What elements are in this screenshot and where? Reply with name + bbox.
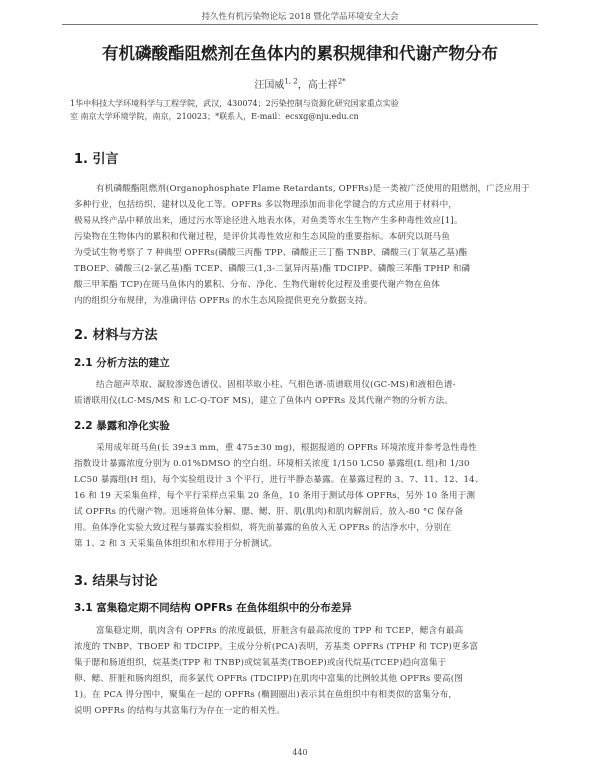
affiliation-line: 1华中科技大学环境科学与工程学院，武汉，430074；2污染控制与资源化研究国家重点实验 — [70, 99, 399, 108]
subsection-heading: 2.2 暴露和净化实验 — [74, 420, 170, 432]
subsection-heading: 3.1 富集稳定期不同结构 OPFRs 在鱼体组织中的分布差异 — [74, 602, 352, 614]
section-heading: 3. 结果与讨论 — [74, 574, 158, 589]
subsection-heading: 2.1 分析方法的建立 — [74, 357, 170, 369]
author-name: 高士祥 — [307, 80, 338, 91]
paragraph-line: 浓度的 TNBP、TBOEP 和 TDCIPP。主成分分析(PCA)表明，芳基类 OPFRs (TPHP 和 TCP)更多富 — [74, 642, 479, 652]
paragraph-line: 说明 OPFRs 的结构与其富集行为存在一定的相关性。 — [74, 706, 286, 716]
section-heading: 1. 引言 — [74, 152, 119, 167]
paragraph-line: 指数设计暴露浓度分别为 0.01%DMSO 的空白组、环境相关浓度 1/150 LC50 暴露组(L 组)和 1/30 — [74, 459, 470, 469]
paragraph-line: 多种行业，包括纺织、建材以及化工等。OPFRs 多以物理添加而非化学键合的方式应用于材料中， — [74, 200, 458, 210]
section-heading: 2. 材料与方法 — [74, 328, 158, 343]
paragraph-line: LC50 暴露组(H 组)，每个实验组设计 3 个平行，进行半静态暴露。在暴露过程的 3、7、11、12、14、 — [74, 475, 484, 485]
paragraph-line: 富集稳定期，肌肉含有 OPFRs 的浓度最低，肝脏含有最高浓度的 TPP 和 TCEP，鳃含有最高 — [96, 626, 464, 636]
paragraph-line: 为受试生物考察了 7 种典型 OPFRs(磷酸三丙酯 TPP、磷酸正三丁酯 TNBP、磷酸三(丁氧基乙基)酯 — [74, 248, 468, 258]
paper-title: 有机磷酸酯阻燃剂在鱼体内的累积规律和代谢产物分布 — [102, 44, 498, 63]
author-affiliation-mark: 2* — [337, 77, 346, 86]
paragraph-line: 有机磷酸酯阻燃剂(Organophosphate Flame Retardants, OPFRs)是一类被广泛使用的阻燃剂，广泛应用于 — [96, 184, 530, 194]
paragraph-line: 试 OPFRs 的代谢产物。迅速将鱼体分解、腮、鳃、肝、肌(肌肉)和肌肉解剖后，放入-80 °C 保存备 — [74, 507, 464, 517]
paragraph-line: 质谱联用仪(LC-MS/MS 和 LC-Q-TOF MS)，建立了鱼体内 OPFRs 及其代谢产物的分析方法。 — [74, 396, 454, 406]
paragraph-line: TBOEP、磷酸三(2-氯乙基)酯 TCEP、磷酸三(1,3-二氯异丙基)酯 TDCIPP、磷酸三苯酯 TPHP 和磷 — [74, 264, 471, 274]
paragraph-line: 用。鱼体净化实验大致过程与暴露实验相似，将先前暴露的鱼放入无 OPFRs 的洁净水中，分别在 — [74, 523, 452, 533]
author-affiliation-mark: 1, 2 — [284, 77, 298, 86]
paragraph-line: 采用成年斑马鱼(长 39±3 mm，重 475±30 mg)，根据报道的 OPFRs 环境浓度并参考急性毒性 — [96, 443, 477, 453]
paragraph-line: 污染物在生物体内的累积和代谢过程，是评价其毒性效应和生态风险的重要指标。本研究以斑马鱼 — [74, 232, 450, 242]
paragraph-line: 集于腮和肠道组织，烷基类(TPP 和 TNBP)或烷氧基类(TBOEP)或卤代烷基(TCEP)趋向富集于 — [74, 658, 447, 668]
paragraph-line: 内的组织分布规律，为准确评估 OPFRs 的水生态风险提供更充分数据支持。 — [74, 296, 373, 306]
paragraph-line: 极易从终产品中释放出来，通过污水等途径进入地表水体，对鱼类等水生生物产生多种毒性效应[1]。 — [74, 216, 463, 226]
author-separator: ， — [297, 80, 308, 91]
running-header: 持久性有机污染物论坛 2018 暨化学品环境安全大会 — [201, 12, 399, 22]
paragraph-line: 第 1、2 和 3 天采集鱼体组织和水样用于分析测试。 — [74, 539, 278, 549]
paragraph-line: 16 和 19 天采集鱼样，每个平行采样点采集 20 条鱼，10 条用于测试母体 OPFRs，另外 10 条用于测 — [74, 491, 476, 501]
author-line — [0, 76, 600, 91]
paragraph-line: 1)。在 PCA 得分图中，聚集在一起的 OPFRs (椭圆圈出)表示其在鱼组织中有相类似的富集分布， — [74, 690, 458, 700]
paragraph-line: 酸三甲苯酯 TCP)在斑马鱼体内的累积、分布、净化、生物代谢转化过程及重要代谢产物在鱼体 — [74, 280, 440, 290]
paragraph-line: 结合超声萃取、凝胶渗透色谱仪、固相萃取小柱、气相色谱-质谱联用仪(GC-MS)和液相色谱- — [96, 380, 456, 390]
header-rule — [62, 24, 538, 25]
affiliation-line: 室 南京大学环境学院，南京，210023；*联系人，E-mail：ecsxg@nju.edu.cn — [70, 112, 359, 121]
page-number: 440 — [292, 748, 308, 757]
paragraph-line: 卵、鳃、肝脏和肠肉组织，而多氯代 OPFRs (TDCIPP)在肌肉中富集的比例较其他 OPFRs 要高(图 — [74, 674, 463, 684]
author-name: 汪国威 — [254, 80, 285, 91]
